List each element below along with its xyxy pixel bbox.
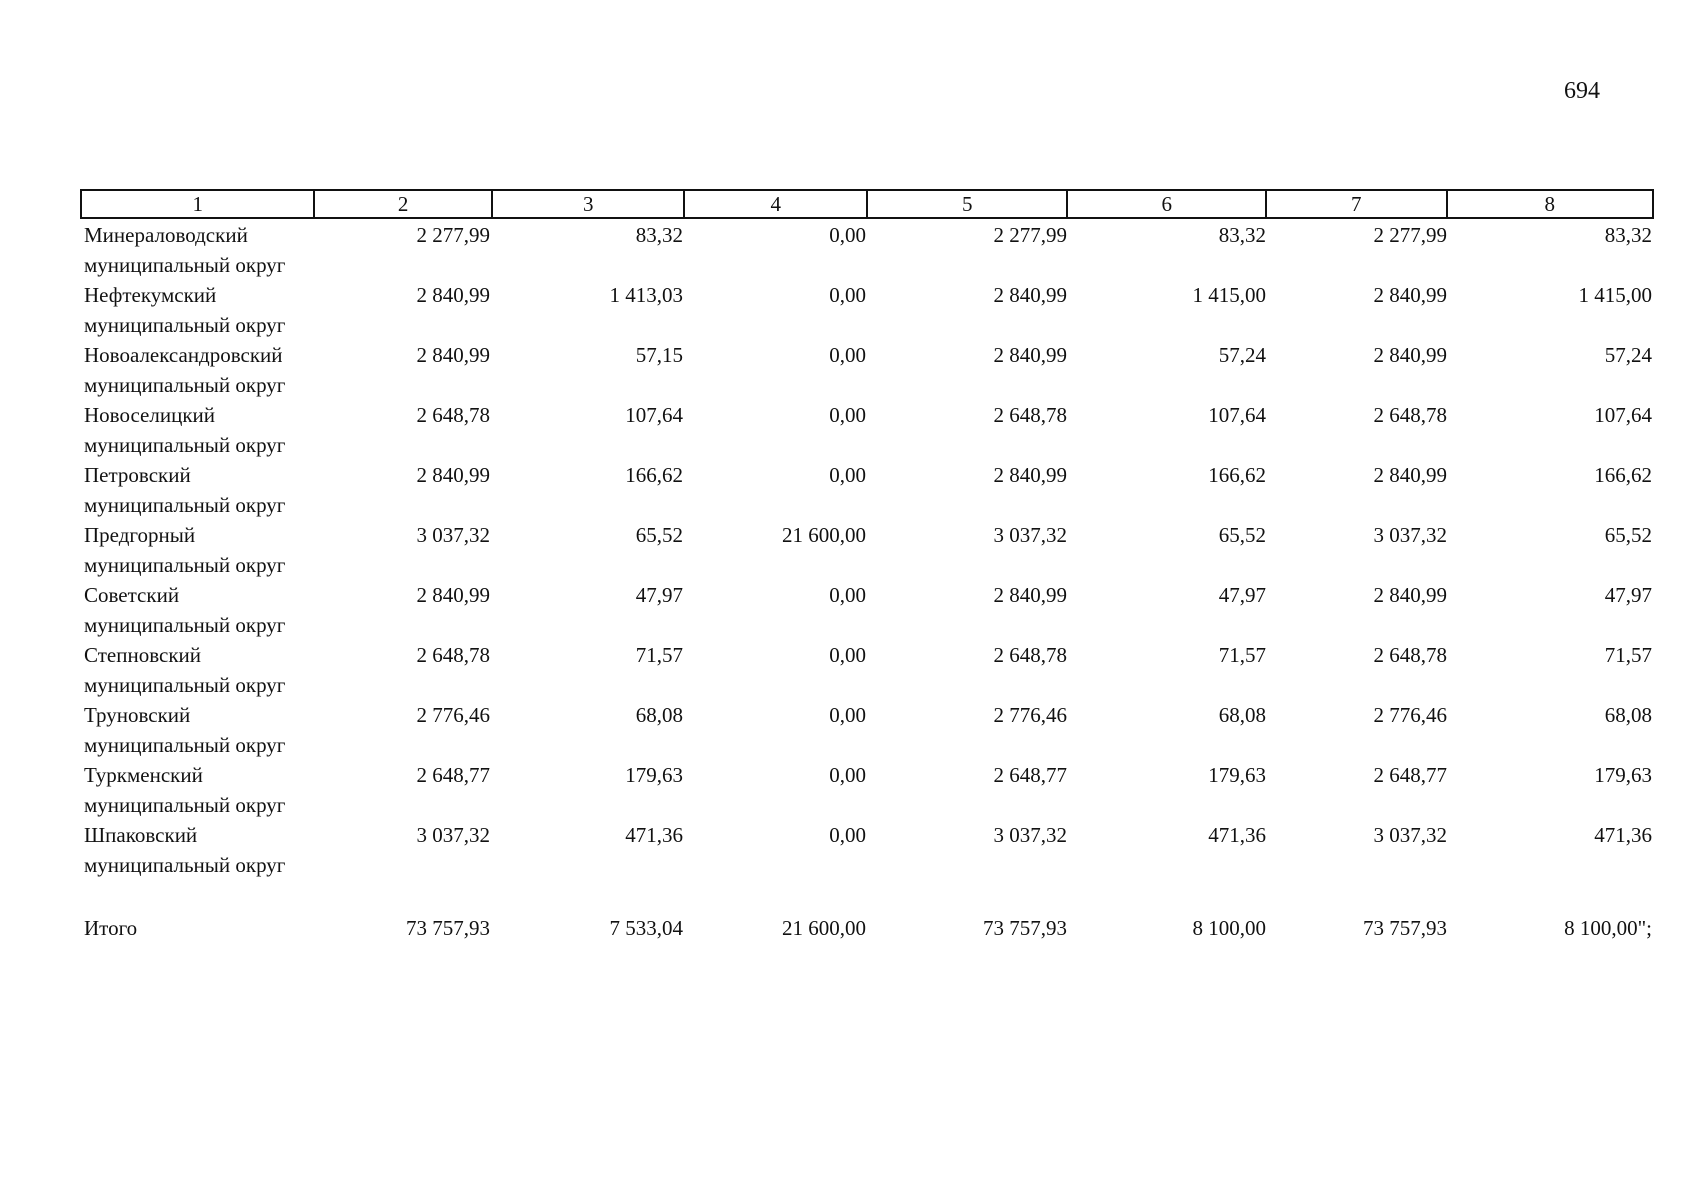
table-cell: 2 840,99 [993, 283, 1067, 307]
table-cell: 471,36 [1208, 823, 1266, 847]
table-cell: 0,00 [829, 583, 866, 607]
column-number: 4 [685, 191, 868, 217]
table-cell: 2 648,77 [993, 763, 1067, 787]
table-cell: 2 776,46 [1373, 703, 1447, 727]
table-cell: 2 840,99 [416, 463, 490, 487]
table-cell: 2 776,46 [416, 703, 490, 727]
table-cell: 83,32 [1218, 223, 1266, 247]
table-cell: 471,36 [1594, 823, 1652, 847]
column-number: 1 [82, 191, 315, 217]
table-cell: 179,63 [1594, 763, 1652, 787]
total-value: 21 600,00 [782, 916, 866, 940]
table-cell: 57,24 [1218, 343, 1266, 367]
table-cell: 2 840,99 [1373, 283, 1447, 307]
table-cell: 2 648,78 [1373, 403, 1447, 427]
total-row [80, 913, 1654, 943]
table-cell: 21 600,00 [782, 523, 866, 547]
table-row [80, 460, 1654, 520]
district-name: Туркменский муниципальный округ [84, 763, 286, 817]
table-row [80, 280, 1654, 340]
table-cell: 71,57 [1604, 643, 1652, 667]
table-cell: 1 415,00 [1578, 283, 1652, 307]
total-label: Итого [84, 916, 138, 940]
table-cell: 107,64 [1594, 403, 1652, 427]
total-value: 8 100,00 [1192, 916, 1266, 940]
table-cell: 0,00 [829, 223, 866, 247]
table-cell: 0,00 [829, 343, 866, 367]
table-cell: 2 840,99 [1373, 583, 1447, 607]
table-row [80, 400, 1654, 460]
table-cell: 2 648,77 [1373, 763, 1447, 787]
table-cell: 2 840,99 [993, 463, 1067, 487]
district-name: Новоселицкий муниципальный округ [84, 403, 286, 457]
table-cell: 2 840,99 [1373, 343, 1447, 367]
table-row [80, 520, 1654, 580]
page-number: 694 [1564, 78, 1600, 104]
table-cell: 68,08 [1218, 703, 1266, 727]
table-cell: 3 037,32 [993, 523, 1067, 547]
table-cell: 71,57 [1218, 643, 1266, 667]
table-body [80, 220, 1654, 880]
table-cell: 83,32 [635, 223, 683, 247]
table-row [80, 760, 1654, 820]
table-cell: 47,97 [635, 583, 683, 607]
column-number: 3 [493, 191, 686, 217]
column-number: 7 [1267, 191, 1448, 217]
district-name: Минераловодский муниципальный округ [84, 223, 286, 277]
total-value: 73 757,93 [983, 916, 1067, 940]
table-cell: 2 277,99 [416, 223, 490, 247]
table-cell: 2 840,99 [416, 283, 490, 307]
total-value: 7 533,04 [609, 916, 683, 940]
table-cell: 2 648,77 [416, 763, 490, 787]
table-cell: 2 776,46 [993, 703, 1067, 727]
total-value: 8 100,00"; [1564, 916, 1652, 940]
table-cell: 2 840,99 [1373, 463, 1447, 487]
district-name: Степновский муниципальный округ [84, 643, 286, 697]
table-row [80, 580, 1654, 640]
table-cell: 71,57 [635, 643, 683, 667]
total-value: 73 757,93 [406, 916, 490, 940]
column-number-header [80, 189, 1654, 219]
table-cell: 3 037,32 [1373, 823, 1447, 847]
table-cell: 179,63 [625, 763, 683, 787]
table-cell: 107,64 [1208, 403, 1266, 427]
table-row [80, 340, 1654, 400]
table-cell: 3 037,32 [993, 823, 1067, 847]
table-cell: 57,15 [635, 343, 683, 367]
district-name: Предгорный муниципальный округ [84, 523, 286, 577]
table-cell: 1 413,03 [609, 283, 683, 307]
table-cell: 2 277,99 [993, 223, 1067, 247]
column-number: 6 [1068, 191, 1267, 217]
table-cell: 0,00 [829, 823, 866, 847]
district-name: Труновский муниципальный округ [84, 703, 286, 757]
table-cell: 0,00 [829, 703, 866, 727]
table-cell: 65,52 [1218, 523, 1266, 547]
table-cell: 68,08 [1604, 703, 1652, 727]
table-cell: 3 037,32 [1373, 523, 1447, 547]
table-row [80, 220, 1654, 280]
table-cell: 2 840,99 [416, 583, 490, 607]
table-cell: 166,62 [625, 463, 683, 487]
table-cell: 0,00 [829, 283, 866, 307]
table-cell: 47,97 [1218, 583, 1266, 607]
table-row [80, 820, 1654, 880]
table-row [80, 700, 1654, 760]
table-cell: 0,00 [829, 763, 866, 787]
table-cell: 471,36 [625, 823, 683, 847]
table-cell: 2 648,78 [993, 403, 1067, 427]
table-cell: 65,52 [635, 523, 683, 547]
district-name: Шпаковский муниципальный округ [84, 823, 286, 877]
district-name: Советский муниципальный округ [84, 583, 286, 637]
district-name: Нефтекумский муниципальный округ [84, 283, 286, 337]
table-cell: 68,08 [635, 703, 683, 727]
table-cell: 166,62 [1208, 463, 1266, 487]
table-cell: 179,63 [1208, 763, 1266, 787]
table-cell: 2 648,78 [993, 643, 1067, 667]
table-cell: 3 037,32 [416, 823, 490, 847]
table-cell: 3 037,32 [416, 523, 490, 547]
table-cell: 65,52 [1604, 523, 1652, 547]
table-cell: 0,00 [829, 463, 866, 487]
table-row [80, 640, 1654, 700]
table-cell: 2 277,99 [1373, 223, 1447, 247]
table-cell: 2 648,78 [416, 403, 490, 427]
table-cell: 0,00 [829, 403, 866, 427]
table-cell: 1 415,00 [1192, 283, 1266, 307]
table-cell: 2 840,99 [993, 343, 1067, 367]
table-cell: 47,97 [1604, 583, 1652, 607]
table-cell: 2 648,78 [416, 643, 490, 667]
district-name: Новоалександровский муниципальный округ [84, 343, 286, 397]
table-cell: 0,00 [829, 643, 866, 667]
table-cell: 57,24 [1604, 343, 1652, 367]
column-number: 2 [315, 191, 493, 217]
district-name: Петровский муниципальный округ [84, 463, 286, 517]
column-number: 8 [1544, 192, 1556, 216]
table-cell: 2 840,99 [416, 343, 490, 367]
column-number: 5 [868, 191, 1068, 217]
table-cell: 2 648,78 [1373, 643, 1447, 667]
table-cell: 2 840,99 [993, 583, 1067, 607]
table-cell: 107,64 [625, 403, 683, 427]
table-cell: 83,32 [1604, 223, 1652, 247]
total-value: 73 757,93 [1363, 916, 1447, 940]
table-cell: 166,62 [1594, 463, 1652, 487]
